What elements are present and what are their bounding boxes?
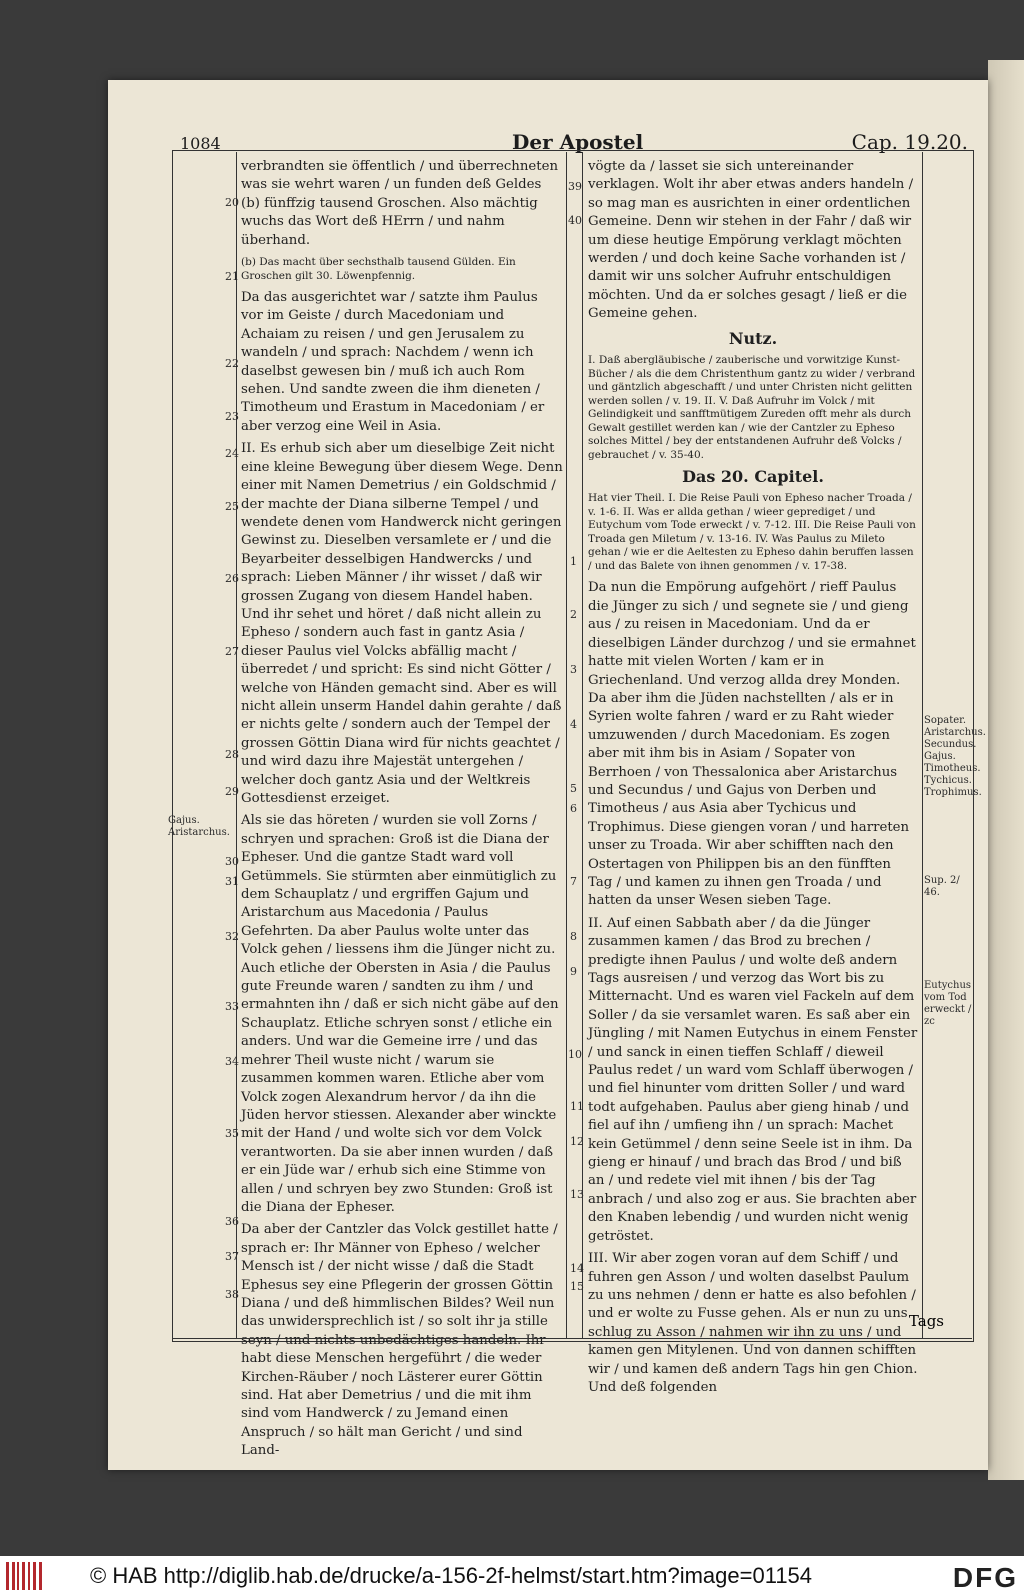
- verse-number: 34: [225, 1055, 239, 1068]
- right-gutter-rule: [922, 152, 923, 1338]
- verse-number: 3: [570, 663, 577, 676]
- verse-number: 28: [225, 748, 239, 761]
- chapter-heading: Das 20. Capitel.: [682, 467, 824, 487]
- dfg-logo: DFG: [952, 1562, 1018, 1593]
- verse-number: 10: [568, 1048, 582, 1061]
- verse-number: 13: [570, 1188, 584, 1201]
- chapter-summary: Hat vier Theil. I. Die Reise Pauli von Epheso nacher Troada / v. 1-6. II. Was er allda gethan / wieer geprediget / und Eutychum vom Tode erweckt / v. 7-12. III. Die Reise Pauli von Troada gen Miletum / v. 13-16. IV. Was Paulus zu Mileto gehan / wie er die Aeltesten zu Epheso dahin beruffen lassen / und das Balete von ihnen genommen / v. 17-38.: [588, 492, 916, 572]
- verse-number: 36: [225, 1215, 239, 1228]
- left-text-column: [241, 158, 563, 1465]
- verse-number: 37: [225, 1250, 239, 1263]
- right-text-column: [588, 158, 918, 1401]
- paragraph: III. Wir aber zogen voran auf dem Schiff / und fuhren gen Asson / und wolten daselbst Paulum zu uns nehmen / denn er hatte es also befohlen / und er wolte zu Fusse gehen. Als er nun zu uns schlug zu Asson / nahmen wir ihn zu uns / und kamen gen Mitylenen. Und von dannen schifften wir / und kamen deß andern Tags hin gen Chion. Und deß folgenden: [588, 1251, 918, 1395]
- paragraph: verbrandten sie öffentlich / und überrechneten was sie wehrt waren / un funden deß Geldes (b) fünffzig tausend Groschen. Also mächtig wuchs das Wort deß HErrn / und nahm überhand.: [241, 159, 559, 248]
- paragraph: Da das ausgerichtet war / satzte ihm Paulus vor im Geiste / durch Macedoniam und Achaiam zu reisen / und gen Jerusalem zu wandeln / und sprach: Nachdem / wenn ich daselbst gewesen bin / muß ich auch Rom sehen. Und sandte zween die ihm dieneten / Timotheum und Erastum in Macedoniam / er aber verzog eine Weil in Asia.: [241, 290, 545, 434]
- verse-number: 1: [570, 555, 577, 568]
- paragraph: Als sie das höreten / wurden sie voll Zorns / schryen und sprachen: Groß ist die Diana der Epheser. Und die gantze Stadt ward voll Getümmels. Sie stürmten aber einmütiglich zu dem Schauplatz / und ergriffen Gajum und Aristarchum aus Macedonia / Paulus Gefehrten. Da aber Paulus wolte unter das Volck gehen / liessens ihm die Jünger nicht zu. Auch etliche der Obersten in Asia / die Paulus gute Freunde waren / sandten zu ihm / und ermahnten ihn / daß er sich nicht gäbe auf den Schauplatz. Etliche schryen sonst / etliche ein anders. Und war die Gemeine irre / und das mehrer Theil wuste nicht / warum sie zusammen kommen waren. Etliche aber vom Volck zogen Alexandrum hervor / da ihn die Jüden hervor stiessen. Alexander aber winckte mit der Hand / und wolte sich vor dem Volck verantworten. Da sie aber innen wurden / daß er ein Jüde war / erhub sich eine Stimme von allen / und schryen bey zwo Stunden: Groß ist die Diana der Epheser.: [241, 813, 559, 1215]
- right-margin-note-3: Eutychus vom Tod erweckt / zc: [924, 980, 972, 1027]
- verse-number: 38: [225, 1288, 239, 1301]
- paragraph: Da nun die Empörung aufgehört / rieff Paulus die Jünger zu sich / und segnete sie / und gieng aus / zu reisen in Macedoniam. Und da er dieselbigen Länder durchzog / und sie ermahnet hatte mit vielen Worten / kam er in Griechenland. Und verzog allda drey Monden. Da aber ihm die Jüden nachstellten / als er in Syrien wolte fahren / ward er zu Raht wieder umzuwenden / durch Macedoniam. Es zogen aber mit ihm bis in Asiam / Sopater von Berrhoen / von Thessalonica aber Aristarchus und Secundus / und Gajus von Derben und Timotheus / aus Asia aber Tychicus und Trophimus. Diese giengen voran / und harreten unser zu Troada. Wir aber schifften nach den Ostertagen von Philippen bis an den fünfften Tag / und kamen zu ihnen gen Troada / und hatten da unser Wesen sieben Tage.: [588, 580, 916, 909]
- footnote: (b) Das macht über sechsthalb tausend Gülden. Ein Groschen gilt 30. Löwenpfennig.: [241, 256, 516, 282]
- verse-number: 11: [570, 1100, 584, 1113]
- section-heading-nutz: Nutz.: [728, 328, 778, 348]
- verse-number: 35: [225, 1127, 239, 1140]
- verse-number: 40: [568, 214, 582, 227]
- verse-number: 32: [225, 930, 239, 943]
- verse-number: 12: [570, 1135, 584, 1148]
- verse-number: 31: [225, 875, 239, 888]
- nutz-text: I. Daß abergläubische / zauberische und vorwitzige Kunst-Bücher / als die dem Christenthum gantz zu wider / verbrand und gäntzlich abgeschafft / und unter Christen nicht gelitten werden sollen / v. 19. II. V. Daß Aufruhr im Volck / mit Gelindigkeit und sanfftmütigem Zureden offt mehr als durch Gewalt gestillet werden kan / wie der Cantzler zu Epheso solches Mittel / bey der entstandenen Aufruhr deß Volcks / gebrauchet / v. 35-40.: [588, 354, 916, 461]
- verse-number: 27: [225, 645, 239, 658]
- footer-bar: [0, 1556, 1024, 1596]
- paragraph: vögte da / lasset sie sich untereinander verklagen. Wolt ihr aber etwas anders handeln / so mag man es ausrichten in einer ordentlichen Gemeine. Denn wir stehen in der Fahr / daß wir um diese heutige Empörung verklagt möchten werden / und doch keine Sache vorhanden ist / damit wir uns solcher Aufruhr entschuldigen möchten. Und da er solches gesagt / ließ er die Gemeine gehen.: [588, 159, 914, 322]
- catchword: Tags: [908, 1312, 944, 1330]
- verse-number: 25: [225, 500, 239, 513]
- bottom-rule: [172, 1338, 972, 1339]
- left-gutter-rule: [236, 152, 237, 1338]
- verse-number: 29: [225, 785, 239, 798]
- next-page-edge: [988, 60, 1024, 1480]
- paragraph: II. Es erhub sich aber um dieselbige Zeit nicht eine kleine Bewegung über diesem Wege. Denn einer mit Namen Demetrius / ein Goldschmid / der machte der Diana silberne Tempel / und wendete denen vom Handwerck nicht geringen Gewinst zu. Dieselben versamlete er / und die Beyarbeiter desselbigen Handwercks / und sprach: Lieben Männer / ihr wisset / daß wir grossen Zugang von diesem Handel haben. Und ihr sehet und höret / daß nicht allein zu Epheso / sondern auch fast in gantz Asia / dieser Paulus viel Volcks abfällig macht / überredet / und spricht: Es sind nicht Götter / welche von Händen gemacht sind. Aber es will nicht allein unserm Handel dahin gerahte / daß er nichts gelte / sondern auch der Tempel der grossen Göttin Diana wird für nichts geachtet / und wird dazu ihre Majestät untergehen / welcher doch gantz Asia und der Weltkreis Gottesdienst erzeiget.: [241, 441, 563, 806]
- verse-number: 9: [570, 965, 577, 978]
- paragraph: Da aber der Cantzler das Volck gestillet hatte / sprach er: Ihr Männer von Epheso / welcher Mensch ist / der nicht wisse / daß die Stadt Ephesus sey eine Pflegerin der grossen Göttin Diana / und deß himmlischen Bildes? Weil nun das unwidersprechlich ist / so solt ihr ja stille seyn / und nichts unbedächtiges handeln. Ihr habt diese Menschen hergeführt / die weder Kirchen-Räuber / noch Lästerer eurer Göttin sind. Hat aber Demetrius / und die mit ihm sind vom Handwerck / zu Jemand einen Anspruch / so hält man Gericht / und sind Land-: [241, 1222, 558, 1459]
- verse-number: 20: [225, 196, 239, 209]
- running-head: [172, 132, 972, 152]
- verse-number: 15: [570, 1280, 584, 1293]
- chapter-reference: Cap. 19.20.: [851, 130, 968, 154]
- center-rule-1: [582, 152, 583, 1338]
- right-margin-note-2: Sup. 2/ 46.: [924, 875, 960, 898]
- source-url[interactable]: © HAB http://diglib.hab.de/drucke/a-156-2f-helmst/start.htm?image=01154: [90, 1563, 813, 1588]
- verse-number: 2: [570, 608, 577, 621]
- verse-number: 30: [225, 855, 239, 868]
- left-margin-note: Gajus. Aristarchus.: [168, 815, 230, 838]
- verse-number: 39: [568, 180, 582, 193]
- page-number: 1084: [180, 134, 221, 153]
- verse-number: 33: [225, 1000, 239, 1013]
- verse-number: 26: [225, 572, 239, 585]
- verse-number: 21: [225, 270, 239, 283]
- right-margin-note-1: Sopater. Aristarchus. Secundus. Gajus. Timotheus. Tychicus. Trophimus.: [924, 715, 986, 798]
- verse-number: 8: [570, 930, 577, 943]
- verse-number: 4: [570, 718, 577, 731]
- verse-number: 6: [570, 802, 577, 815]
- page-title: Der Apostel: [512, 130, 644, 154]
- verse-number: 23: [225, 410, 239, 423]
- verse-number: 14: [570, 1262, 584, 1275]
- paragraph: II. Auf einen Sabbath aber / da die Jünger zusammen kamen / das Brod zu brechen / predigte ihnen Paulus / und wolte deß andern Tags ausreisen / und verzog das Wort bis zu Mitternacht. Und es waren viel Fackeln auf dem Soller / da sie versamlet waren. Es saß aber ein Jüngling / mit Namen Eutychus in einem Fenster / und sanck in einen tieffen Schlaff / dieweil Paulus redet / un ward vom Schlaff überwogen / und fiel hinunter vom dritten Soller / und ward todt aufgehaben. Paulus aber gieng hinab / und fiel auf ihn / umfieng ihn / un sprach: Machet kein Getümmel / denn seine Seele ist in ihm. Da gieng er hinauf / und brach das Brod / und biß an / und redete viel mit ihnen / bis der Tag anbrach / und also zog er aus. Sie brachten aber den Knaben lebendig / und wurden nicht wenig getröstet.: [588, 915, 918, 1244]
- center-rule-2: [566, 152, 567, 1338]
- hab-barcode-icon: [4, 1560, 48, 1592]
- verse-number: 22: [225, 357, 239, 370]
- verse-number: 24: [225, 447, 239, 460]
- verse-number: 5: [570, 782, 577, 795]
- verse-number: 7: [570, 875, 577, 888]
